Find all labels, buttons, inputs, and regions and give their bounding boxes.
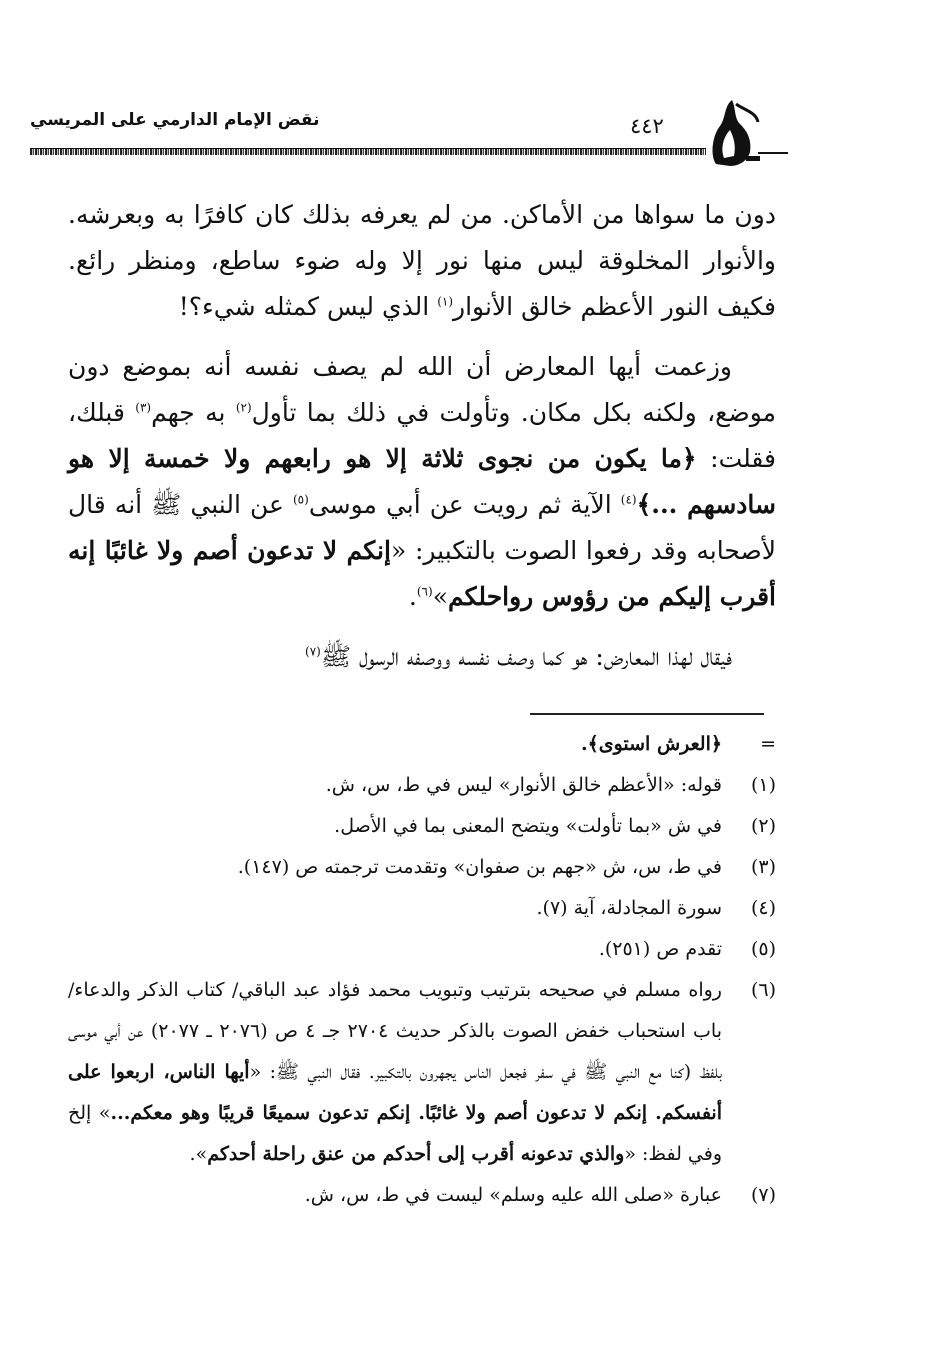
footnote-label: (٥) [750, 938, 776, 960]
footnote-item [68, 765, 776, 806]
footnote-ref[interactable]: (٤) [620, 492, 637, 507]
footnote-label: (٣) [750, 856, 776, 878]
text-run: فيقال لهذا المعارض: هو كما وصف نفسه ووصفه الرسول ﷺ [320, 642, 732, 671]
text-line: دون ما سواها من الأماكن. من لم يعرفه بذلك كان كافرًا به وبعرشه. [68, 200, 776, 229]
footnote-ref[interactable]: (٢) [235, 400, 252, 415]
footnote-run: ». [189, 1143, 208, 1165]
text-run: . [408, 582, 417, 611]
text-line: الذي ليس كمثله شيء؟! [178, 292, 438, 321]
continuation-text: ﴿العرش استوى﴾. [580, 733, 722, 755]
footnote-item [68, 847, 776, 888]
footnote-text: في ط، س، ش «جهم بن صفوان» وتقدمت ترجمته ص (١٤٧). [237, 856, 722, 878]
footnote-item [68, 929, 776, 970]
footnote-label: (٧) [750, 1184, 776, 1206]
footnote-item [68, 806, 776, 847]
quran-verse: ﴿ما يكون من نجوى ثلاثة إلا هو رابعهم ولا خمسة إلا هو سادسهم ...﴾ [68, 444, 776, 519]
text-run: وزعمت أيها المعارض أن الله لم يصف نفسه أنه بموضع دون موضع، ولكنه بكل مكان. وتأولت في ذلك بما تأول [68, 352, 777, 427]
hadith-quote: والذي تدعونه أقرب إلى أحدكم من عنق راحلة أحدكم [207, 1143, 625, 1165]
paragraph-1 [68, 192, 776, 330]
footnote-item [68, 888, 776, 929]
footnote-label: (٦) [750, 979, 776, 1001]
paragraph-2 [68, 344, 776, 620]
footnote-label: (٢) [750, 815, 776, 837]
footnote-ref[interactable]: (٥) [292, 492, 309, 507]
text-line: والأنوار المخلوقة ليس منها نور إلا وله ضوء ساطع، ومنظر رائع. [68, 246, 776, 275]
text-run: » [432, 582, 448, 611]
footnote-text: قوله: «الأعظم خالق الأنوار» ليس في ط، س، ش. [325, 774, 722, 796]
header-rule [30, 148, 706, 155]
footnote-item [68, 970, 776, 1175]
footnote-ref[interactable]: (٣) [135, 400, 152, 415]
footnote-separator [530, 713, 764, 715]
footnote-continuation [68, 724, 776, 765]
text-run: قبلك، فقلت: [68, 398, 777, 473]
footnote-text [68, 970, 722, 1175]
footnote-text: سورة المجادلة، آية (٧). [536, 897, 722, 919]
footnote-item [68, 1175, 776, 1216]
footnote-run: رواه مسلم في صحيحه بترتيب وتبويب محمد فؤاد عبد الباقي/ كتاب الذكر والدعاء/ باب استحباب خفض الصوت بالذكر حديث ٢٧٠٤ جـ ٤ ص (٢٠٧٦ ـ ٢٠٧٧) عن أبي موسى بلفظ (كنا مع النبي ﷺ في سفر فجعل الناس يجهرون بالتكبير. فقال النبي ﷺ: « [68, 979, 722, 1083]
text-run: الآية ثم رويت عن أبي موسى [308, 490, 621, 519]
page-number: ٤٤٢ [630, 114, 664, 138]
footnote-text: في ش «بما تأولت» ويتضح المعنى بما في الأصل. [334, 815, 722, 837]
footnote-ref[interactable]: (٦) [416, 584, 433, 599]
paragraph-3 [68, 634, 776, 680]
text-run: عن النبي ﷺ أنه قال لأصحابه وقد رفعوا الصوت بالتكبير: « [68, 490, 777, 565]
header-rule-end [758, 152, 788, 154]
hadith-quote: إنكم لا تدعون أصم ولا غائبًا إنه أقرب إليكم من رؤوس رواحلكم [68, 536, 776, 611]
running-title: نقض الإمام الدارمي على المريسي [30, 110, 320, 130]
continuation-mark: = [760, 733, 776, 755]
footnote-text: عبارة «صلى الله عليه وسلم» ليست في ط، س، ش. [304, 1184, 722, 1206]
footnote-ref[interactable]: (٧) [305, 644, 321, 659]
footnote-label: (١) [750, 774, 776, 796]
footnote-run: » إلخ وفي لفظ: « [68, 1102, 722, 1165]
calligraphy-ornament-icon [706, 96, 762, 168]
footnote-ref[interactable]: (١) [437, 294, 454, 309]
hadith-quote: أيها الناس، اربعوا على أنفسكم. إنكم لا تدعون أصم ولا غائبًا. إنكم تدعون سميعًا قريبًا وهو معكم... [68, 1061, 722, 1124]
footnote-text: تقدم ص (٢٥١). [598, 938, 722, 960]
footnotes [68, 724, 776, 1216]
page-header [30, 96, 782, 158]
footnote-label: (٤) [750, 897, 776, 919]
text-line: فكيف النور الأعظم خالق الأنوار [453, 292, 776, 321]
main-text [68, 192, 776, 680]
text-run: به جهم [151, 398, 236, 427]
